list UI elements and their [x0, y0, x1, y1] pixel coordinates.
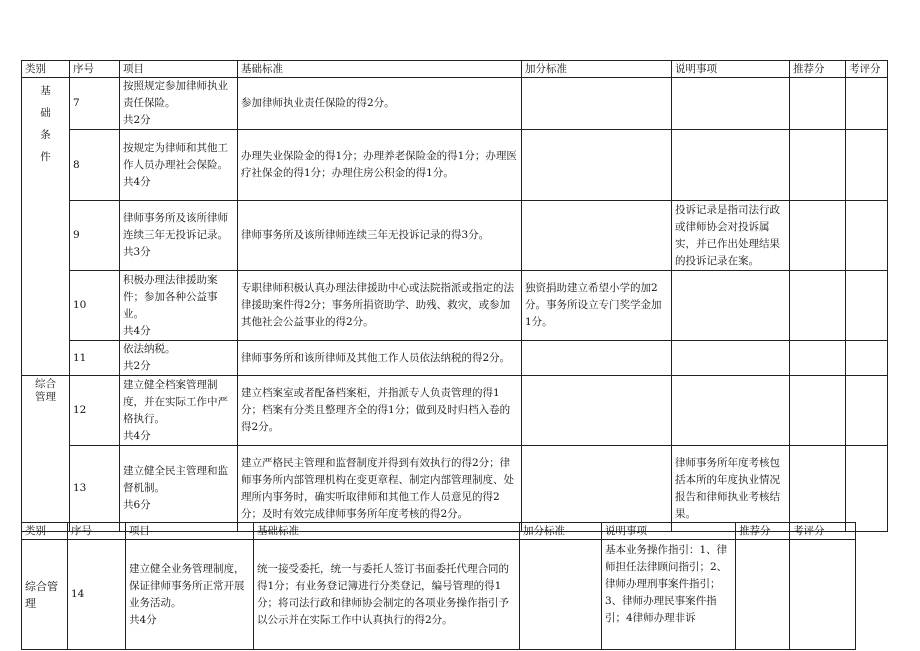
score-text: 共6分 — [123, 499, 151, 511]
header-basic: 基础标准 — [254, 523, 520, 540]
bonus-cell — [522, 376, 672, 446]
seq-cell: 12 — [70, 376, 120, 446]
score-text: 共4分 — [123, 324, 151, 337]
score-text: 共2分 — [123, 360, 151, 372]
seq-cell: 14 — [68, 540, 126, 650]
note-cell: 投诉记录是指司法行政或律师协会对投诉属实，并已作出处理结果的投诉记录在案。 — [672, 201, 790, 271]
note-cell — [672, 376, 790, 446]
header-recommend: 推荐分 — [790, 61, 846, 78]
header-review: 考评分 — [790, 523, 856, 540]
basic-cell: 专职律师积极认真办理法律援助中心或法院指派或指定的法律援助案件得2分；事务所捐资助学、助残、救灾，或参加其他社会公益事业的得2分。 — [238, 271, 522, 341]
table-row — [22, 271, 888, 341]
category-comprehensive-management — [22, 376, 70, 532]
review-cell[interactable] — [846, 376, 888, 446]
basic-cell: 律师事务所和该所律师及其他工作人员依法纳税的得2分。 — [238, 341, 522, 376]
recommend-cell[interactable] — [790, 271, 846, 341]
header-review: 考评分 — [846, 61, 888, 78]
table-row — [22, 446, 888, 532]
evaluation-table-2 — [21, 522, 856, 650]
item-cell: 建立健全档案管理制度，并在实际工作中严格执行。 共4分 — [120, 376, 238, 446]
category-label: 综合管理 — [35, 378, 56, 403]
header-recommend: 推荐分 — [736, 523, 790, 540]
score-text: 共4分 — [123, 429, 151, 442]
score-text: 共4分 — [129, 613, 157, 626]
review-cell[interactable] — [846, 78, 888, 130]
header-category: 类别 — [22, 523, 68, 540]
basic-cell: 统一接受委托，统一与委托人签订书面委托代理合同的得1分；有业务登记簿进行分类登记，编号管理的得1分；将司法行政和律师协会制定的各项业务操作指引予以公示并在实际工作中认真执行的得2分。 — [254, 540, 520, 650]
item-cell: 律师事务所及该所律师连续三年无投诉记录。 共3分 — [120, 201, 238, 271]
note-cell — [672, 130, 790, 201]
category-comprehensive-management: 综合管理 — [22, 540, 68, 650]
note-cell: 律师事务所年度考核包括本所的年度执业情况报告和律师执业考核结果。 — [672, 446, 790, 532]
item-cell: 按规定为律师和其他工作人员办理社会保险。 共4分 — [120, 130, 238, 201]
header-bonus: 加分标准 — [520, 523, 602, 540]
table-row — [22, 78, 888, 130]
header-note: 说明事项 — [602, 523, 736, 540]
review-cell[interactable] — [846, 271, 888, 341]
seq-cell: 7 — [70, 78, 120, 130]
review-cell[interactable] — [846, 341, 888, 376]
bonus-cell — [522, 341, 672, 376]
item-cell: 建立健全业务管理制度，保证律师事务所正常开展业务活动。 共4分 — [126, 540, 254, 650]
basic-cell: 参加律师执业责任保险的得2分。 — [238, 78, 522, 130]
recommend-cell[interactable] — [736, 540, 790, 650]
category-basic-conditions — [22, 78, 70, 376]
bonus-cell — [520, 540, 602, 650]
basic-cell: 办理失业保险金的得1分；办理养老保险金的得1分；办理医疗社保金的得1分；办理住房公积金的得1分。 — [238, 130, 522, 201]
bonus-cell: 独资捐助建立希望小学的加2分。事务所设立专门奖学金加1分。 — [522, 271, 672, 341]
review-cell[interactable] — [846, 201, 888, 271]
basic-cell: 律师事务所及该所律师连续三年无投诉记录的得3分。 — [238, 201, 522, 271]
note-cell: 基本业务操作指引：1、律师担任法律顾问指引；2、律师办理刑事案件指引；3、律师办理民事案件指引；4律师办理非诉 — [602, 540, 736, 650]
header-note: 说明事项 — [672, 61, 790, 78]
item-cell: 依法纳税。 共2分 — [120, 341, 238, 376]
category-char: 件 — [40, 151, 51, 163]
recommend-cell[interactable] — [790, 341, 846, 376]
score-text: 共3分 — [123, 246, 151, 258]
recommend-cell[interactable] — [790, 446, 846, 532]
table-row — [22, 540, 856, 650]
table-header-row — [22, 61, 888, 78]
seq-cell: 13 — [70, 446, 120, 532]
item-cell: 积极办理法律援助案件；参加各种公益事业。 共4分 — [120, 271, 238, 341]
item-cell: 按照规定参加律师执业责任保险。 共2分 — [120, 78, 238, 130]
bonus-cell — [522, 78, 672, 130]
item-cell: 建立健全民主管理和监督机制。 共6分 — [120, 446, 238, 532]
table-row — [22, 341, 888, 376]
table-row — [22, 130, 888, 201]
score-text: 共2分 — [123, 114, 151, 126]
header-category: 类别 — [22, 61, 70, 78]
bonus-cell — [522, 446, 672, 532]
category-char: 条 — [40, 129, 51, 141]
table-row — [22, 201, 888, 271]
evaluation-table-1 — [21, 60, 888, 532]
basic-cell: 建立严格民主管理和监督制度并得到有效执行的得2分；律师事务所内部管理机构在变更章程、制定内部管理制度、处理所内事务时，确实听取律师和其他工作人员意见的得2分；及时有效完成律师事务所年度考核的得2分。 — [238, 446, 522, 532]
header-basic: 基础标准 — [238, 61, 522, 78]
recommend-cell[interactable] — [790, 201, 846, 271]
review-cell[interactable] — [790, 540, 856, 650]
bonus-cell — [522, 201, 672, 271]
seq-cell: 10 — [70, 271, 120, 341]
seq-cell: 11 — [70, 341, 120, 376]
note-cell — [672, 78, 790, 130]
seq-cell: 9 — [70, 201, 120, 271]
category-char: 础 — [40, 107, 51, 119]
seq-cell: 8 — [70, 130, 120, 201]
table-row — [22, 376, 888, 446]
review-cell[interactable] — [846, 446, 888, 532]
header-seq: 序号 — [70, 61, 120, 78]
recommend-cell[interactable] — [790, 78, 846, 130]
header-seq: 序号 — [68, 523, 126, 540]
header-item: 项目 — [126, 523, 254, 540]
table-header-row — [22, 523, 856, 540]
basic-cell: 建立档案室或者配备档案柜，并指派专人负责管理的得1分；档案有分类且整理齐全的得1分；做到及时归档入卷的得2分。 — [238, 376, 522, 446]
header-item: 项目 — [120, 61, 238, 78]
note-cell — [672, 341, 790, 376]
bonus-cell — [522, 130, 672, 201]
note-cell — [672, 271, 790, 341]
recommend-cell[interactable] — [790, 376, 846, 446]
header-bonus: 加分标准 — [522, 61, 672, 78]
recommend-cell[interactable] — [790, 130, 846, 201]
score-text: 共4分 — [123, 175, 151, 188]
category-char: 基 — [40, 85, 51, 97]
review-cell[interactable] — [846, 130, 888, 201]
